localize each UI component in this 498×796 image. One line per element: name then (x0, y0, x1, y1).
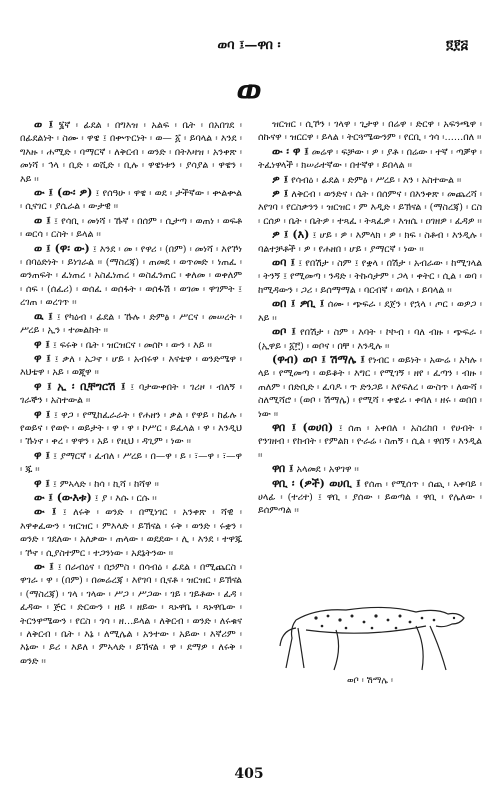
dictionary-entry (258, 173, 482, 187)
running-head: ወባ ፤—ዋበ ፡ (217, 38, 281, 53)
entry-headword: ዋ ፤ ኢ ፡ ቢቸግርሽ ፤ (34, 379, 126, 393)
page-header (0, 38, 498, 58)
entry-definition: ፤ ለሩቅ ፡ ወንድ ፡ በሚነገር ፡ አንቀጽ ፡ ሻዊ ፡ እዋቀፈውን ፡ ዝርዝር ፡ ምእላድ ፡ ይኽናል ፡ ሩቅ ፡ ወንድ ፡ ሩቋን ፡ ወንድ ፡ ገደለው ፡ አለቃው ፡ ጠላው ፡ ወደደው ፡ ሊ ፡ እንደ ፡ ተዋጁ ፡ ኾኖ ፡ ሲያስተምር ፡ ተጋንነው ፡ አደኔትንው ፡፡ (20, 507, 242, 559)
dictionary-entry (258, 118, 482, 145)
entry-definition: ፤ ምኣላድ ፡ ከሳ ፡ ኪሻ ፡ ከሻዋ ፡፡ (52, 478, 159, 490)
dictionary-entry (258, 421, 482, 462)
entry-definition: ፤ የሳቢ ፡ መነሻ ፡ ኹኛ ፡ በሰም ፡ ሲታጣ ፡ ወጠነ ፡ ወፍቶ ፡ ወርሳ ፡ ርስት ፡ ይላል ፡፡ (20, 215, 242, 241)
entry-definition: ፤ ሆይ ፡ ዎ ፡ እምላክ ፡ ዎ ፡ ክፍ ፡ ስቶብ ፡ እንዲሉ ፡ ባልተቻቶች ፡ ዎ ፡ የሐዘበ ፡ ሆይ ፡ ያማርኛ ፡ ነው ፡፡ (258, 230, 482, 255)
entry-headword: ወ ፤ (ዋ፡ ው) (34, 241, 90, 255)
entry-headword: ው ፤ (ው፡ ዎ) (34, 186, 93, 200)
entry-definition: የሰጠ ፡ የሚሰጥ ፡ ሰጪ ፡ ኣቀባይ ፡ ሀላፊ ፡ (ተሪተ) ፤ ዋቢ ፡ ያሰው ፡ ይወጣል ፡ ዋቢ ፡ የሌለው ፡ ይሰምጣል ፡፡ (258, 478, 482, 517)
dictionary-entry (20, 505, 242, 560)
dictionary-entry (20, 310, 242, 338)
right-column (258, 118, 482, 518)
dictionary-entry (258, 477, 482, 518)
entry-definition: ፤ ሰጠ ፡ አቀበለ ፡ አስረከበ ፡ የሀብት ፡ የንገዘብ ፡ የከብት ፡ የምልክ ፡ ዮራሬ ፡ ስጠኝ ፡ ሲል ፡ ዋበኝ ፡ እንዲል ፡፡ (258, 422, 482, 461)
dictionary-entry (258, 228, 482, 256)
entry-definition: ፤ ባታውቀበት ፡ ገሪዞ ፡ ብለኝ ፡ ገራኞን ፡ አስተውል ፡፡ (20, 381, 243, 407)
entry-headword: ዋ ፤ (34, 351, 51, 365)
page-number-geez: ፬፻፭ (446, 38, 468, 53)
dictionary-entry (20, 186, 242, 214)
dictionary-entry (20, 477, 242, 491)
entry-definition: ፤ ቃለ ፡ አጋኖ ፡ ሆይ ፡ አብሩዋ ፡ እናቴዋ ፡ ወንድሜዋ ፡ እህቴዋ ፡ አይ ፡ ወጂዋ ፡፡ (20, 353, 242, 379)
entry-headword: ዋበ ፤ (ወሀበ) (272, 420, 334, 434)
dictionary-entry (258, 297, 482, 325)
entry-headword: ወበ ፤ ዎቢ ፤ (272, 297, 325, 311)
dictionary-entry (258, 145, 482, 173)
entry-headword: ወ ፤ (34, 118, 54, 131)
entry-headword: ወባ ፤ (272, 256, 296, 270)
entry-headword: ው ፡ ዋ ፤ (272, 144, 309, 158)
entry-headword: ወ ፤ (34, 213, 51, 227)
entry-definition: ፮ኛ ፡ ፊደል ፡ በግእዝ ፡ አልፍ ፡ ቤት ፡ በአበገደ ፡ በፊደልነት ፡ ስሙ ፡ ዋዌ ፤ በቍጥርነት ፡ ወ— ፩ ፡ ይባላል ፡ እንደ ፡ ግእዙ ፡ ሐሚድ ፡ ባማርኛ ፡ ለቅርብ ፡ ወንድ ፡ በትእዛዝ ፡ አንቀጽ ፡ መነሻ ፡ ኅላ ፡ ቢድ ፡ ወሺድ ፡ ቢሉ ፡ ዋዌነቱን ፡ ያሳያል ፡ ዋዌን ፡ እይ ፡፡ (20, 120, 243, 185)
dictionary-entry (20, 118, 242, 186)
entry-headword: ዎ ፤ (272, 187, 289, 201)
left-column (20, 118, 242, 668)
entry-definition: መሬዋ ፡ ፍቻው ፡ ዎ ፡ ያቶ ፡ በሬው ፡ ተኛ ፡ ጣቓዋ ፡ ትፈነዋላች ፡ ክሠራተኛው ፡ በተኛዋ ፡ ይበላል ፡፡ (258, 146, 482, 172)
entry-definition: ፤ ያ ፡ እሱ ፡ ርሱ ፡፡ (94, 492, 157, 504)
dictionary-entry (20, 449, 242, 477)
entry-definition: ፤ ዋጋ ፡ የሚከፈራራት ፡ የሐዘን ፡ ቃል ፡ የዋይ ፡ ከፊሉ ፡ የወይና ፡ የወዮ ፡ ወይታት ፡ ዋ ፡ ዋ ፡ ኮሥር ፡ ይፈላል ፡ ዋ ፡ እንዲህ ፡ ኹነኖ ፡ ቀረ ፡ ዋዋን ፡ አይ ፡ የዚህ ፡ ዳጊም ፡ ነው ፡፡ (20, 409, 242, 448)
entry-definition: ዝርዝር ፡ ሲኾን ፡ ገላዋ ፡ ጊታዋ ፡ በሬዋ ፡ ድርዋ ፡ አፍንጫዋ ፡ ሰኩናዋ ፡ ዝርርዋ ፡ ይላል ፡ ትርጓሜውንም ፡ የርቢ ፡ ጎሳ ፡……በለ ፡፡ (258, 119, 482, 144)
dictionary-entry (20, 214, 242, 242)
entry-definition: ሰሙ ፡ ጭፍራ ፡ ደጀን ፡ የኋላ ፡ ጦር ፡ ወዎጋ ፡ እይ ፡፡ (258, 299, 482, 324)
entry-headword: (ዋብ) ወቦ ፤ ሽማሌ ፤ (272, 352, 365, 366)
entry-headword: ዋበ ፤ (272, 462, 294, 476)
entry-headword: ዎ ፤ (272, 172, 289, 186)
entry-definition: አላመደ ፡ አዋገዋ ፡፡ (296, 464, 359, 476)
dictionary-entry (20, 380, 242, 408)
dictionary-entry (20, 560, 242, 668)
entry-definition: ፤ እንደ ፡ መ ፡ የዋሪ ፡ (በም) ፡ መነሻ ፡ እየኾነ ፡ በባዕድነት ፡ ይነገራል ፡፡ (ማስረጃ) ፡ ጠመደ ፡ ወጥመድ ፡ ነጠፈ ፡ ወንጠፍት ፡ ፈነጠረ ፡ አስፈነጠረ ፡ ወስፈንጠር ፡ ቀለመ ፡ ወቀለም ፡ ሰፍ ፡ (ሰፈሪ) ፡ ወሰፈ ፡ ወሰፋት ፡ ወሰፋሽ ፡ ወገመ ፡ ዋገምት ፤ ረገጠ ፡ ወረገጥ ፡፡ (20, 243, 242, 309)
entry-headword: ዋ ፤ (34, 476, 50, 490)
entry-definition: ለቅርብ ፡ ወንድና ፡ ሴት ፡ በሰምና ፡ በእንቀጽ ፡ መጨረሻ ፡ እየገባ ፡ የርስቃንን ፡ ዝርዝር ፡ ም እዲድ ፡ ይኽናል ፡ (ማስረጃ) ፡ ርስ ፡ ርሰዎ ፡ ቤት ፡ ቤትዎ ፡ ተጻፈ ፡ ትጻፈዎ ፡ እዝሴ ፡ ዐገዘዎ ፡ ፈዳዎ ፡፡ (258, 189, 483, 227)
dictionary-entry (20, 408, 242, 449)
entry-definition: ፤ የካዕብ ፡ ፊደል ፡ ኹሉ ፡ ድምፅ ፡ ሥርና ፡ መሠረት ፡ ሥረይ ፡ ኢን ፡ ተመልከት ፡፡ (20, 311, 242, 337)
entry-definition: ፤ ያማርኛ ፡ ፈብለ ፡ ሥረይ ፡ በ—ዋ ፡ ይ ፡ ፣—ዋ ፡ ፣—ዋ ፡ ጁ ፡፡ (20, 450, 242, 476)
dictionary-entry (258, 353, 482, 421)
entry-definition: የበሽታ ፡ ስም ፡ እባት ፡ ኮኮብ ፡ ባለ ብዙ ፡ ጭፍራ ፡ (ኢዋይ ፡ ፩፫) ፡ ወቦና ፡ በቸ ፡ እንዲሉ ፡፡ (258, 327, 483, 352)
cheetah-illustration (276, 568, 476, 680)
entry-headword: ው ፤ (ውእቱ) (34, 490, 92, 504)
section-letter: ወ (236, 70, 262, 110)
entry-definition: ፤ የበሽታ ፡ ስም ፤ የቋላ ፡ በሽታ ፡ አብራው ፡ ከሚገላል ፡ ትንኝ ፤ የሚመጣ ፡ ንዳድ ፡ ትኩሳታም ፡ ጋላ ፡ ቀትር ፡ ሲል ፡ ወባ ፡ ከሚዳውን ፡ ጋሪ ፡ ይሰማማል ፡ ባርብኛ ፡ ወባእ ፡ ይባላል ፡፡ (258, 258, 483, 296)
dictionary-entry (258, 325, 482, 353)
entry-definition: የሳብዕ ፡ ፊደል ፡ ድምፅ ፡ ሥረይ ፡ እን ፡ አስተውል ፡፡ (291, 174, 462, 186)
dictionary-entry (20, 491, 242, 505)
figure-caption: ወቦ ፡ ሽማሌ ፡ (346, 676, 394, 686)
entry-headword: ወቦ ፤ (272, 325, 296, 339)
entry-headword: ው ፤ (34, 505, 57, 519)
dictionary-entry (258, 187, 482, 228)
page-number: 405 (234, 766, 264, 782)
entry-headword: ዋ ፤ (34, 407, 51, 421)
dictionary-entry (258, 256, 482, 297)
dictionary-entry (258, 462, 482, 476)
entry-definition: ፤ የሰዓሁ ፡ ዋዌ ፡ ወደ ፡ ታችኛው ፡ ቍልቍል ፡ ሲናገር ፡ ያሴራል ፡ ውታዊ ፡፡ (20, 188, 242, 213)
entry-headword: ዋ ፤ (34, 337, 50, 351)
entry-definition: ፤ በራብዕና ፡ በኃምስ ፡ በሳብዕ ፡ ፊደል ፡ በሚጨርስ ፡ ዋገራ ፡ ዋ ፡ (በም) ፡ በመሬረጃ ፡ እየገባ ፡ ቢናቶ ፡ ዝርዝር ፡ ይኽናል ፡ (ማስረጃ) ፡ ገላ ፡ ገላው ፡ ሥጋ ፡ ሥጋው ፡ ገይ ፡ ገይቶው ፡ ፈዳ ፡ ፈዳው ፡ ጅር ፡ ድርውን ፡ ዘይ ፡ ዘይው ፡ ጻኑዋቤ ፡ ጻኑዋቤው ፡ ትርንዋሜውን ፡ የርስ ፡ ጎሳ ፡ ዘ…ይላል ፡ ለቅርብ ፡ ወንድ ፡ ለሩቁና ፡ ለቅርብ ፡ ቤት ፡ እኔ ፡ ለሚሌል ፡ አንተው ፡ አይው ፡ እኛሪም ፡ እኔው ፡ ይሪ ፡ እይለ ፡ ምኣላድ ፡ ይኽናል ፡ ዋ ፡ ደማዎ ፡ ለሩቅ ፡ ወንድ ፡፡ (20, 562, 242, 667)
entry-definition: የነብር ፡ ወይነት ፡ አውሬ ፡ አካሉ ፡ ላይ ፡ የሚመጣ ፡ ወይቆት ፡ እግር ፡ የሚገኝ ፡ ዘየ ፡ ፈጣን ፡ ብዙ ፡ ጠለም ፡ በድቢድ ፡ ፈባዶ ፡ ጥ ድንጋይ ፡ እየፍለረ ፡ ውስጥ ፡ ለውሻ ፡ ስለሚሻሮ ፡ (ወቦ ፡ ሽማሌ) ፡ የሚሻ ፡ ቀዌራ ፡ ቀባለ ፡ ዘሩ ፡ ወበበ ፡ ነው ፡፡ (258, 354, 482, 420)
entry-headword: ዎ ፤ (እ) (272, 228, 310, 242)
dictionary-entry (20, 242, 242, 310)
entry-headword: ዋቢ ፡ (ዎች) ወሀቢ ፤ (272, 476, 361, 490)
entry-headword: ው ፤ (34, 560, 54, 573)
entry-headword: ዋ ፤ (34, 448, 51, 462)
dictionary-entry (20, 338, 242, 352)
entry-definition: ፤ ፍሩቅ ፡ ቤት ፡ ዝርዝርና ፡ መሰኮ ፡ ውን ፡ እይ ፡፡ (52, 339, 212, 351)
dictionary-entry (20, 352, 242, 380)
entry-headword: ዉ ፤ (34, 309, 53, 323)
